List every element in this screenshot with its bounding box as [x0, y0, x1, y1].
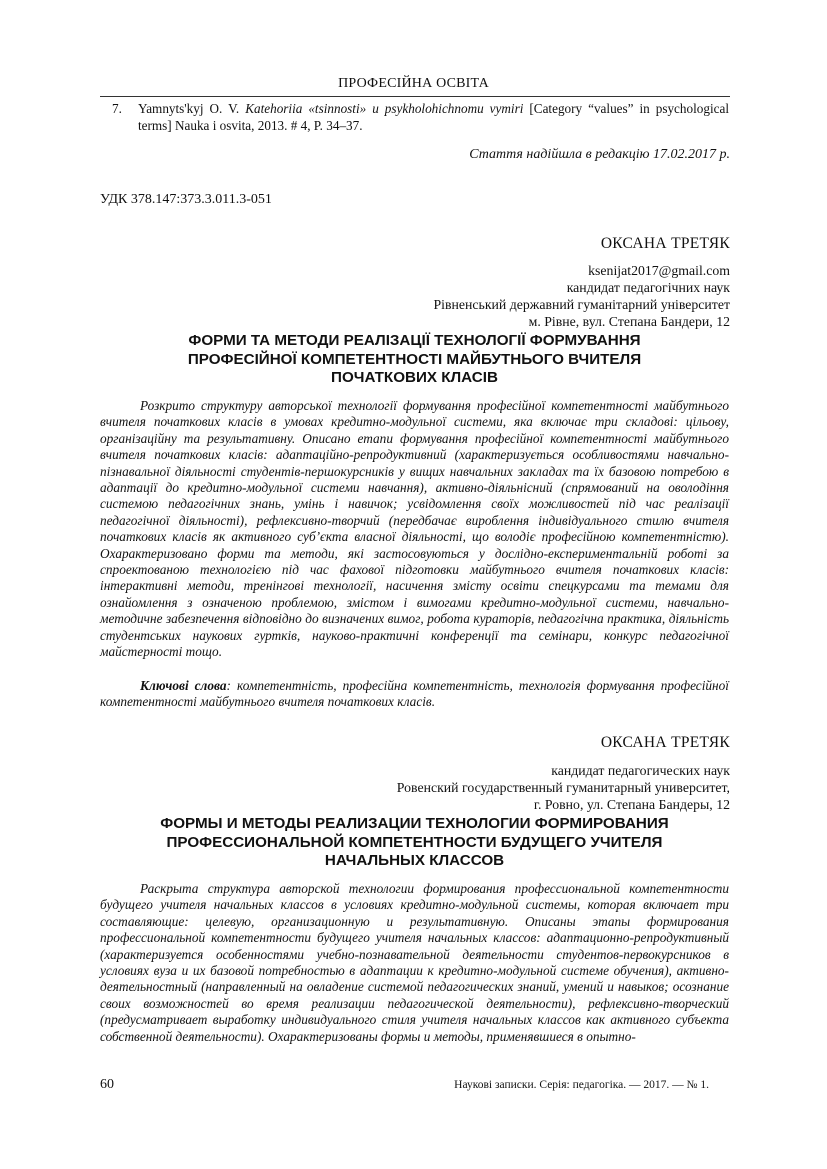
udk-code: УДК 378.147:373.3.011.3-051	[100, 192, 272, 207]
journal-footer: Наукові записки. Серія: педагогіка. — 2017. — № 1.	[454, 1079, 709, 1091]
title-line-1: ФОРМЫ И МЕТОДЫ РЕАЛИЗАЦИИ ТЕХНОЛОГИИ ФОРМИРОВАНИЯ	[160, 815, 669, 832]
reference-number: 7.	[112, 101, 122, 116]
keywords-ua	[100, 678, 729, 711]
author-university-ru: Ровенский государственный гуманитарный университет,	[396, 780, 730, 795]
title-line-1: ФОРМИ ТА МЕТОДИ РЕАЛІЗАЦІЇ ТЕХНОЛОГІЇ ФОРМУВАННЯ	[188, 332, 641, 349]
keywords-text: : компетентність, професійна компетентність, технологія формування професійної компетентності майбутнього вчителя початкових класів.	[100, 678, 729, 710]
header-rule	[100, 96, 730, 97]
reference-item	[112, 100, 729, 134]
page-number: 60	[100, 1077, 114, 1092]
keywords-label: Ключові слова	[140, 678, 227, 693]
running-header: ПРОФЕСІЙНА ОСВІТА	[338, 76, 489, 91]
received-note: Стаття надійшла в редакцію 17.02.2017 р.	[469, 147, 730, 162]
abstract-ru: Раскрыта структура авторской технологии формирования профессиональной компетентности будущего учителя начальных классов в условиях кредитно-модульной системы, которая включает три составляющие: целевую, организационную и результативную. Описаны этапы формирования профессиональной компетентности будущего учителя начальных классов: адаптационно-репродуктивный (характеризуется особенностями учебно-познавательной деятельности студентов-первокурсников в условиях вуза и их базовой потребностью в адаптации к кредитно-модульной системе обучения), активно-деятельностный (направленный на овладение системой педагогических знаний, умений и навыков; осознание своих возможностей во время реализации педагогической деятельности), рефлексивно-творческий (предусматривает выработку индивидуального стиля учителя начальных классов как активного субъекта собственной деятельности). Охарактеризованы формы и методы, применявшиеся в опытно-	[100, 881, 729, 1044]
title-line-3: ПОЧАТКОВИХ КЛАСІВ	[331, 369, 498, 386]
reference-details: [Category “values” in psychological terms] Nauka i osvita, 2013. # 4, P. 34–37.	[138, 101, 729, 133]
title-line-2: ПРОФЕССИОНАЛЬНОЙ КОМПЕТЕНТНОСТИ БУДУЩЕГО УЧИТЕЛЯ	[166, 833, 663, 851]
author-address-ru: г. Ровно, ул. Степана Бандеры, 12	[533, 797, 730, 812]
author-degree-ua: кандидат педагогічних наук	[566, 280, 730, 295]
author-info-ua	[434, 262, 731, 330]
title-line-2: ПРОФЕСІЙНОЇ КОМПЕТЕНТНОСТІ МАЙБУТНЬОГО ВЧИТЕЛЯ	[187, 350, 642, 368]
author-name-ua: ОКСАНА ТРЕТЯК	[600, 235, 730, 252]
reference-authors: Yamnyts'kyj O. V.	[138, 101, 246, 116]
author-degree-ru: кандидат педагогических наук	[551, 763, 730, 778]
article-title-ru	[100, 815, 729, 871]
article-title-ua	[100, 332, 729, 388]
reference-title: Katehoriia «tsinnosti» u psykholohichnomu vymiri	[245, 101, 524, 116]
abstract-ua: Розкрито структуру авторської технології формування професійної компетентності майбутнього вчителя початкових класів в умовах кредитно-модульної системи, яка включає три складові: цільову, організаційну та результативну. Описано етапи формування професійної компетентності майбутнього вчителя початкових класів: адаптаційно-репродуктивний (характеризується особливостями навчально-пізнавальної діяльності студентів-першокурсників у вищих навчальних закладах та їх базовою потребою в адаптації до кредитно-модульної системи навчання), активно-діяльнісний (спрямований на оволодіння системою педагогічних знань, умінь і навичок; усвідомлення своїх можливостей під час реалізації педагогічної діяльності), рефлексивно-творчий (передбачає вироблення індивідуального стилю вчителя початкових класів як активного суб’єкта власної діяльності, що володіє професійною компетентністю). Охарактеризовано форми та методи, які застосовуються у дослідно-експериментальній роботі за спроектованою технологією під час фахової підготовки майбутнього вчителя початкових класів: інтерактивні методи, тренінгові технології, насичення змісту освіти спецкурсами та темами для ознайомлення з означеною проблемою, змістом і вимогами кредитно-модульної системи, навчально-методичне забезпечення відповідно до визначених вимог, робота кураторів, педагогічна практика, діяльність студентських наукових гуртків, науково-практичні конференції та семінари, конкурс педагогічної майстерності тощо.	[100, 398, 729, 660]
author-address-ua: м. Рівне, вул. Степана Бандери, 12	[528, 314, 730, 329]
author-info-ru	[397, 762, 730, 813]
reference-text	[138, 100, 729, 134]
author-name-ru: ОКСАНА ТРЕТЯК	[600, 734, 730, 751]
author-email: ksenijat2017@gmail.com	[588, 263, 730, 278]
author-university-ua: Рівненський державний гуманітарний університет	[433, 297, 730, 312]
title-line-3: НАЧАЛЬНЫХ КЛАССОВ	[324, 852, 505, 869]
